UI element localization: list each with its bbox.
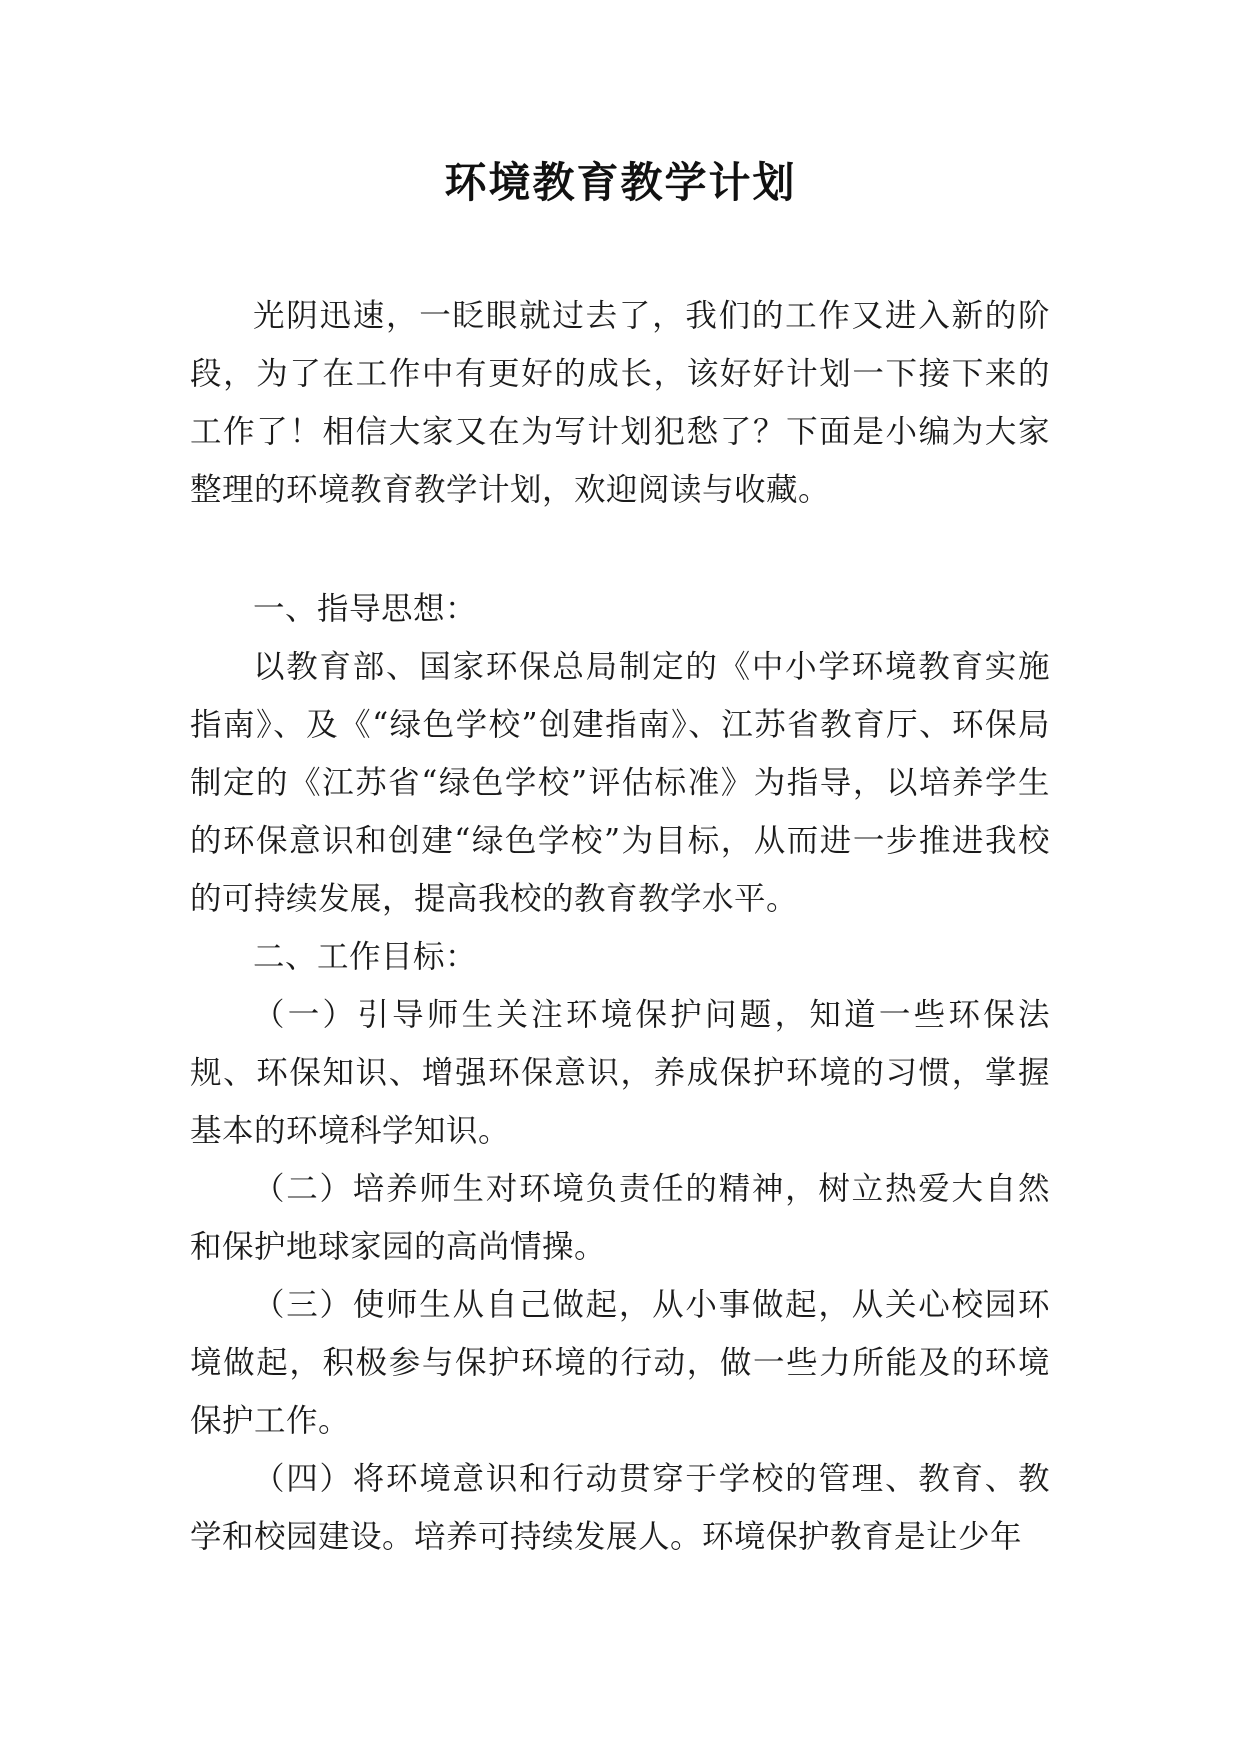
paragraph-guiding-ideology: 以教育部、国家环保总局制定的《中小学环境教育实施指南》、及《“绿色学校”创建指南》、江苏省教育厅、环保局制定的《江苏省“绿色学校”评估标准》为指导，以培养学生的环保意识和创建“绿色学校”为目标，从而进一步推进我校的可持续发展，提高我校的教育教学水平。 — [190, 649, 1050, 917]
intro-paragraph: 光阴迅速，一眨眼就过去了，我们的工作又进入新的阶段，为了在工作中有更好的成长，该好好计划一下接下来的工作了！相信大家又在为写计划犯愁了？下面是小编为大家整理的环境教育教学计划，欢迎阅读与收藏。 — [190, 298, 1050, 508]
intro-block — [190, 287, 1050, 519]
paragraph-goal-2: （二）培养师生对环境负责任的精神，树立热爱大自然和保护地球家园的高尚情操。 — [190, 1171, 1050, 1265]
paragraph-goal-3: （三）使师生从自己做起，从小事做起，从关心校园环境做起，积极参与保护环境的行动，做一些力所能及的环境保护工作。 — [190, 1287, 1050, 1439]
heading-guiding-ideology: 一、指导思想： — [253, 591, 478, 627]
heading-work-goals: 二、工作目标： — [253, 939, 478, 975]
paragraph-goal-1: （一）引导师生关注环境保护问题，知道一些环保法规、环保知识、增强环保意识，养成保护环境的习惯，掌握基本的环境科学知识。 — [190, 997, 1050, 1149]
document-title: 环境教育教学计划 — [444, 158, 797, 207]
sections-block — [190, 580, 1050, 1566]
paragraph-goal-4: （四）将环境意识和行动贯穿于学校的管理、教育、教学和校园建设。培养可持续发展人。环境保护教育是让少年 — [190, 1461, 1050, 1555]
